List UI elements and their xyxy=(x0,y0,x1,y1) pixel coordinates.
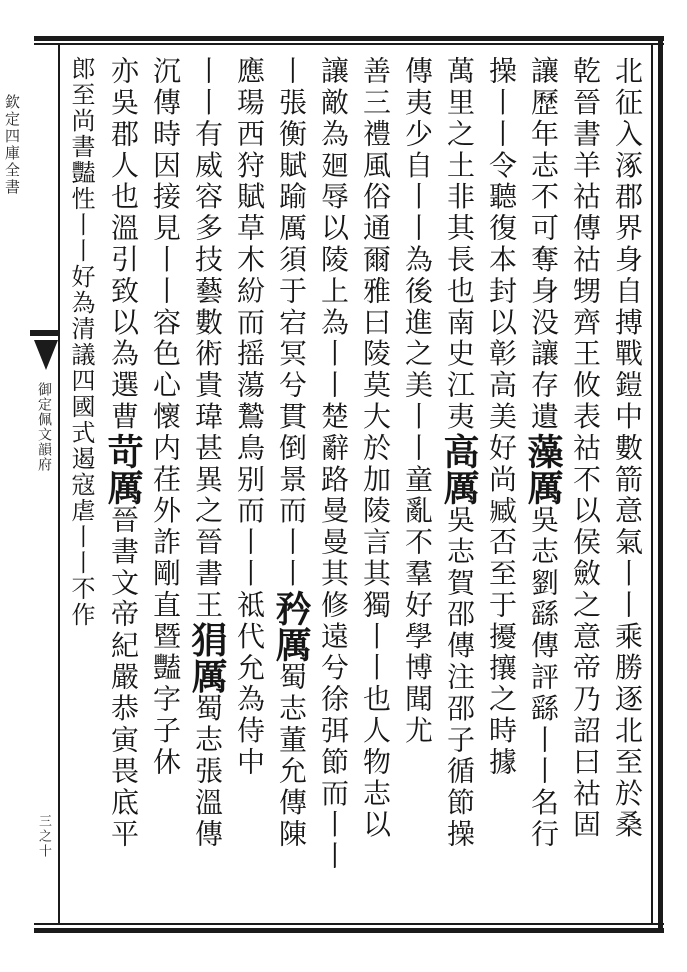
frame-right-inner-rule xyxy=(651,43,653,925)
fish-tail-mark xyxy=(34,340,58,370)
text-column xyxy=(146,56,184,916)
text-column xyxy=(482,56,520,916)
column-text: 沉傳時因接見丨丨容色心懷内荏外詐剛直 xyxy=(149,56,182,622)
text-column xyxy=(608,56,646,916)
page-margin xyxy=(0,44,58,924)
text-column xyxy=(314,56,352,916)
column-text: 祗代允為侍中 xyxy=(233,589,266,779)
column-text: 丨丨童亂不羣好學博聞尤 xyxy=(401,401,434,747)
headword: 矜厲 xyxy=(270,589,312,662)
headword: 狷厲 xyxy=(186,621,228,694)
margin-book-name: 御定佩文韻府 xyxy=(36,382,52,472)
page-number: 三之十 xyxy=(36,814,51,859)
gutter-rule xyxy=(58,43,60,925)
column-text: 暨豔字子休 xyxy=(149,621,182,779)
column-text: 善三禮風俗通爾雅曰陵莫大於加陵言其獨丨丨也人物志以 xyxy=(359,56,392,841)
column-text: 晉書文帝紀嚴恭寅畏底平 xyxy=(107,504,140,851)
frame-bottom-inner-rule xyxy=(34,923,664,925)
frame-top-rule xyxy=(34,36,664,41)
column-text: 蜀志張溫傳 xyxy=(191,693,224,851)
column-text: 蜀志董允傳陳 xyxy=(275,661,308,851)
column-text: 萬里之土非其長也南史江夷 xyxy=(443,56,476,433)
text-column xyxy=(524,56,562,916)
column-text: 傳夷少自丨丨為後進之美 xyxy=(401,56,434,402)
text-column xyxy=(566,56,604,916)
column-text: 讓敵為廻辱以陵上為丨丨楚辭路曼曼其修遠兮徐弭節而丨丨 xyxy=(317,56,350,873)
text-column xyxy=(356,56,394,916)
column-text: 好尚臧否至于擾攘之時據 xyxy=(485,432,518,779)
text-column xyxy=(62,56,100,916)
column-text: 北征入涿郡界身自搏戰鎧中數箭意氣丨丨乘勝逐北至於桑 xyxy=(611,56,644,841)
headword: 藻厲 xyxy=(522,432,564,505)
margin-title: 欽定四庫全書 xyxy=(3,94,21,196)
column-text: 四國式遏寇虐丨丨不作 xyxy=(67,368,95,628)
headword: 高厲 xyxy=(438,432,480,505)
column-text: 應瑒西狩賦草木紛而摇蕩鷙鳥别而丨丨 xyxy=(233,56,266,590)
column-text: 丨丨有威容多技藝數術貴瑋甚異之晉書王 xyxy=(191,56,224,622)
column-text: 讓歷年志不可奪身没讓存遺 xyxy=(527,56,560,433)
frame-right-rule xyxy=(658,36,663,933)
text-column xyxy=(188,56,226,916)
column-text: 乾晉書羊祜傳祜甥齊王攸表祜不以侯斂之意帝乃詔曰祜固 xyxy=(569,56,602,841)
column-text: 郎至尚書豔性丨丨好為清議 xyxy=(67,56,95,368)
column-text: 丨張衡賦踰厲須于宕冥兮貫倒景而丨丨 xyxy=(275,56,308,590)
text-column xyxy=(398,56,436,916)
text-column xyxy=(104,56,142,916)
text-column xyxy=(440,56,478,916)
text-column xyxy=(272,56,310,916)
column-text: 亦吳郡人也溫引致以為選曹 xyxy=(107,56,140,433)
fish-tail-bar xyxy=(30,330,58,336)
frame-top-inner-rule xyxy=(34,43,664,45)
column-text: 吳志賀邵傳注邵子循節操 xyxy=(443,504,476,851)
text-column xyxy=(230,56,268,916)
frame-bottom-rule xyxy=(34,928,664,933)
column-text: 操丨丨令聽復本封以彰高美 xyxy=(485,56,518,433)
column-text: 吳志劉繇傳評繇丨丨名行 xyxy=(527,504,560,851)
headword: 苛厲 xyxy=(102,432,144,505)
